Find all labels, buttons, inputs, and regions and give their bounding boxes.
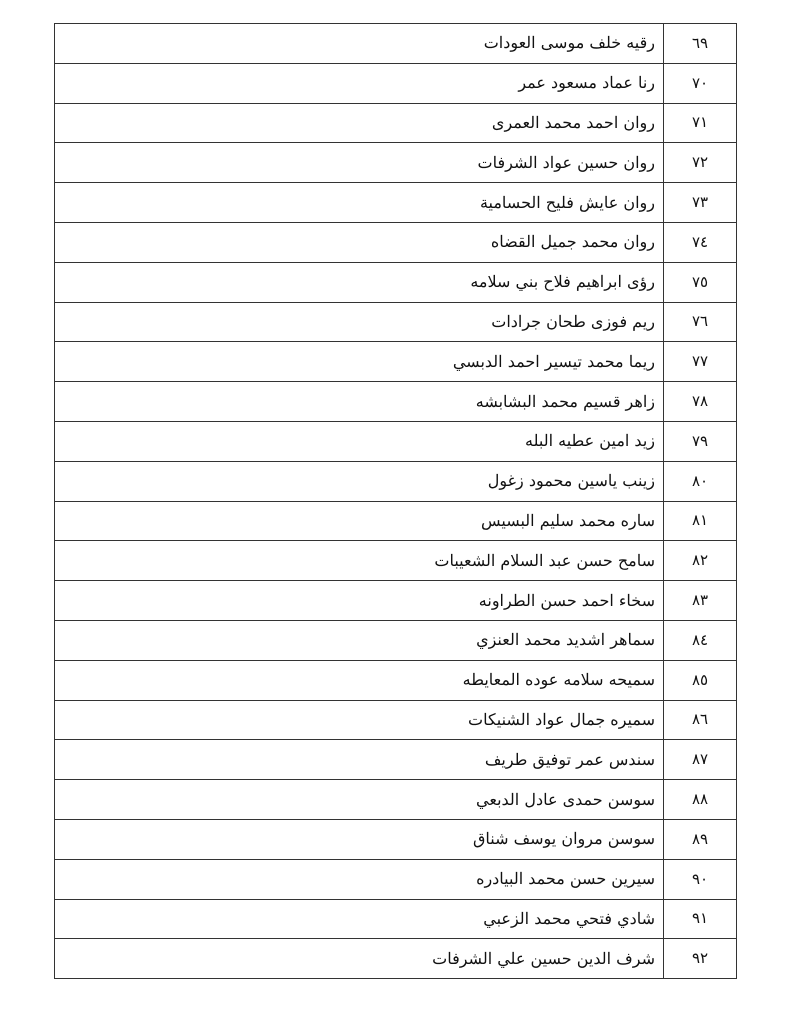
table-row	[55, 222, 737, 262]
row-name: زيد امين عطيه البله	[55, 421, 664, 461]
table-row	[55, 541, 737, 581]
row-number: ٩١	[664, 899, 737, 939]
row-name: شادي فتحي محمد الزعبي	[55, 899, 664, 939]
row-number: ٨٩	[664, 819, 737, 859]
row-number: ٦٩	[664, 24, 737, 64]
row-number: ٨٨	[664, 780, 737, 820]
row-name: سوسن مروان يوسف شناق	[55, 819, 664, 859]
row-number: ٨٦	[664, 700, 737, 740]
table-row	[55, 342, 737, 382]
row-name: رؤى ابراهيم فلاح بني سلامه	[55, 262, 664, 302]
row-name: روان احمد محمد العمرى	[55, 103, 664, 143]
row-name: رنا عماد مسعود عمر	[55, 63, 664, 103]
row-name: رقيه خلف موسى العودات	[55, 24, 664, 64]
table-row	[55, 421, 737, 461]
row-number: ٧٥	[664, 262, 737, 302]
table-row	[55, 740, 737, 780]
row-name: شرف الدين حسين علي الشرفات	[55, 939, 664, 979]
row-number: ٨٧	[664, 740, 737, 780]
table-row	[55, 700, 737, 740]
table-row	[55, 461, 737, 501]
row-number: ٧٣	[664, 183, 737, 223]
row-name: سخاء احمد حسن الطراونه	[55, 581, 664, 621]
table-row	[55, 859, 737, 899]
table-row	[55, 382, 737, 422]
row-name: سميحه سلامه عوده المعايطه	[55, 660, 664, 700]
table-row	[55, 819, 737, 859]
names-table-body	[55, 24, 737, 979]
row-number: ٧٦	[664, 302, 737, 342]
table-row	[55, 780, 737, 820]
table-row	[55, 660, 737, 700]
row-name: سيرين حسن محمد البيادره	[55, 859, 664, 899]
table-row	[55, 24, 737, 64]
row-name: ساره محمد سليم البسيس	[55, 501, 664, 541]
row-name: سماهر اشديد محمد العنزي	[55, 620, 664, 660]
row-name: زينب ياسين محمود زغول	[55, 461, 664, 501]
table-row	[55, 302, 737, 342]
row-name: زاهر قسيم محمد البشابشه	[55, 382, 664, 422]
row-number: ٧٤	[664, 222, 737, 262]
table-row	[55, 143, 737, 183]
row-number: ٧١	[664, 103, 737, 143]
row-number: ٨٠	[664, 461, 737, 501]
row-name: روان حسين عواد الشرفات	[55, 143, 664, 183]
row-name: روان محمد جميل القضاه	[55, 222, 664, 262]
table-row	[55, 620, 737, 660]
table-row	[55, 939, 737, 979]
table-row	[55, 581, 737, 621]
row-number: ٩٠	[664, 859, 737, 899]
row-name: سامح حسن عبد السلام الشعيبات	[55, 541, 664, 581]
table-row	[55, 183, 737, 223]
row-name: سندس عمر توفيق طريف	[55, 740, 664, 780]
row-name: سوسن حمدى عادل الدبعي	[55, 780, 664, 820]
row-name: روان عايش فليح الحسامية	[55, 183, 664, 223]
row-number: ٧٨	[664, 382, 737, 422]
table-row	[55, 501, 737, 541]
row-number: ٨٤	[664, 620, 737, 660]
row-number: ٨١	[664, 501, 737, 541]
row-name: ريما محمد تيسير احمد الدبسي	[55, 342, 664, 382]
row-number: ٨٣	[664, 581, 737, 621]
table-row	[55, 899, 737, 939]
row-number: ٧٢	[664, 143, 737, 183]
row-number: ٧٧	[664, 342, 737, 382]
row-number: ٩٢	[664, 939, 737, 979]
names-table	[54, 23, 737, 979]
row-number: ٨٥	[664, 660, 737, 700]
table-row	[55, 63, 737, 103]
row-number: ٨٢	[664, 541, 737, 581]
table-row	[55, 103, 737, 143]
row-name: ريم فوزى طحان جرادات	[55, 302, 664, 342]
row-number: ٧٩	[664, 421, 737, 461]
row-name: سميره جمال عواد الشنيكات	[55, 700, 664, 740]
table-row	[55, 262, 737, 302]
row-number: ٧٠	[664, 63, 737, 103]
